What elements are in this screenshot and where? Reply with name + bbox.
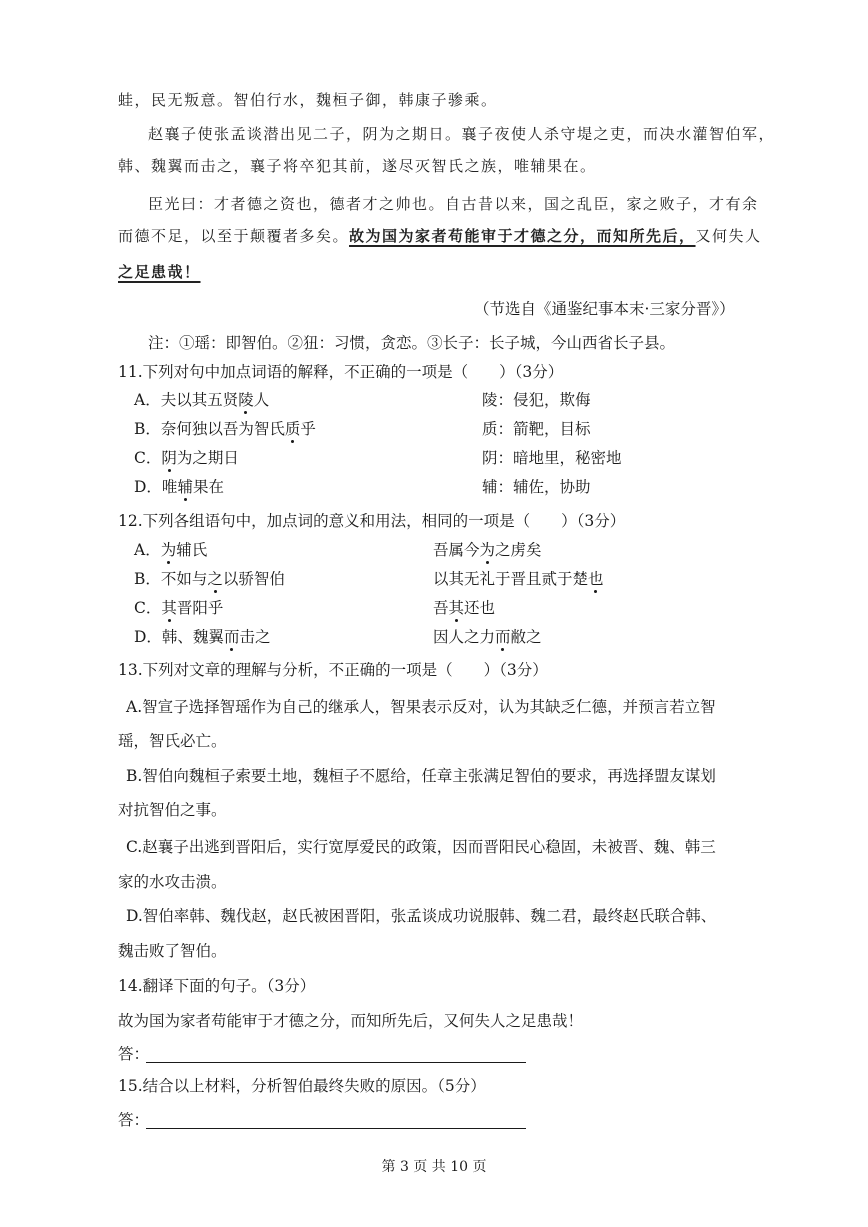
page-footer: 第 3 页 共 10 页: [381, 1159, 487, 1175]
q11-stem: 11.下列对句中加点词语的解释，不正确的一项是（ ）（3分）: [118, 363, 564, 381]
q14-answer-label: 答：: [118, 1045, 150, 1063]
passage-underlined-end: 之足患哉！: [118, 263, 201, 281]
q15-answer-line[interactable]: [146, 1128, 526, 1129]
passage-line-2: 赵襄子使张孟谈潜出见二子，阴为之期日。襄子夜使人杀守堤之吏，而决水灌智伯军，: [148, 125, 776, 143]
q11-option-d: D．唯辅果在: [134, 478, 224, 496]
passage-line-3: 韩、魏翼而击之，襄子将卒犯其前，遂尽灭智氏之族，唯辅果在。: [118, 157, 597, 175]
q12-option-b-right: 以其无礼于晋且贰于楚也: [433, 570, 604, 588]
q15-stem: 15.结合以上材料，分析智伯最终失败的原因。（5分）: [118, 1077, 486, 1095]
q14-sentence: 故为国为家者苟能审于才德之分，而知所先后，又何失人之足患哉！: [118, 1012, 584, 1030]
q11-option-a: A．夫以其五贤陵人: [134, 391, 270, 409]
passage-line-1: 蛙，民无叛意。智伯行水，魏桓子御，韩康子骖乘。: [118, 91, 498, 109]
q12-option-c-left: C．其晋阳乎: [134, 599, 224, 617]
q13-option-d-line2: 魏击败了智伯。: [118, 942, 227, 960]
q12-option-c-right: 吾其还也: [433, 599, 496, 617]
q12-option-d-right: 因人之力而敝之: [433, 628, 542, 646]
passage-underlined-sentence: 故为国为家者苟能审于才德之分，而知所先后，: [349, 227, 696, 245]
q12-option-a-right: 吾属今为之虏矣: [433, 541, 542, 559]
q12-option-a-left: A．为辅氏: [134, 541, 208, 559]
q12-option-b-left: B．不如与之以骄智伯: [134, 570, 285, 588]
passage-line-4: 臣光曰：才者德之资也，德者才之帅也。自古昔以来，国之乱臣，家之败子，才有余: [148, 195, 759, 213]
source-citation: （节选自《通鉴纪事本末·三家分晋》）: [474, 300, 735, 318]
q13-option-c-line2: 家的水攻击溃。: [118, 873, 227, 891]
passage-line-5: [118, 226, 762, 246]
q11-option-c: C．阴为之期日: [134, 449, 239, 467]
q11-option-a-gloss: 陵：侵犯，欺侮: [482, 391, 591, 409]
q13-option-d-line1: D.智伯率韩、魏伐赵，赵氏被困晋阳，张孟谈成功说服韩、魏二君，最终赵氏联合韩、: [126, 907, 717, 925]
q13-emphasis: 不正确: [328, 661, 376, 679]
q12-option-d-left: D．韩、魏翼而击之: [134, 628, 271, 646]
q13-option-c-line1: C.赵襄子出逃到晋阳后，实行宽厚爱民的政策，因而晋阳民心稳固，未被晋、魏、韩三: [126, 838, 716, 856]
q13-option-a-line1: A.智宣子选择智瑶作为自己的继承人，智果表示反对，认为其缺乏仁德，并预言若立智: [126, 698, 716, 716]
passage-line-5-plain: 而德不足，以至于颠覆者多矣。: [118, 227, 350, 245]
q15-answer-label: 答：: [118, 1111, 150, 1129]
q11-option-d-gloss: 辅：辅佐，协助: [482, 478, 591, 496]
q13-option-b-line1: B.智伯向魏桓子索要土地，魏桓子不愿给，任章主张满足智伯的要求，再选择盟友谋划: [126, 767, 716, 785]
q11-emphasis: 不正确: [344, 363, 391, 381]
q13-stem: 13.下列对文章的理解与分析，不正确的一项是（ ）（3分）: [118, 661, 548, 679]
q11-option-c-gloss: 阴：暗地里，秘密地: [482, 449, 622, 467]
passage-line-5-tail: 又何失人: [695, 227, 762, 245]
notes: 注：①瑶：即智伯。②狃：习惯，贪恋。③长子：长子城，今山西省长子县。: [148, 334, 676, 352]
q11-option-b-gloss: 质：箭靶，目标: [482, 420, 591, 438]
q12-stem: 12.下列各组语句中，加点词的意义和用法，相同的一项是（ ）（3分）: [118, 512, 626, 530]
q13-option-a-line2: 瑶，智氏必亡。: [118, 732, 227, 750]
q11-option-b: B．奈何独以吾为智氏质乎: [134, 420, 316, 438]
q14-answer-line[interactable]: [146, 1062, 526, 1063]
q14-stem: 14.翻译下面的句子。（3分）: [118, 977, 316, 995]
q13-option-b-line2: 对抗智伯之事。: [118, 801, 227, 819]
